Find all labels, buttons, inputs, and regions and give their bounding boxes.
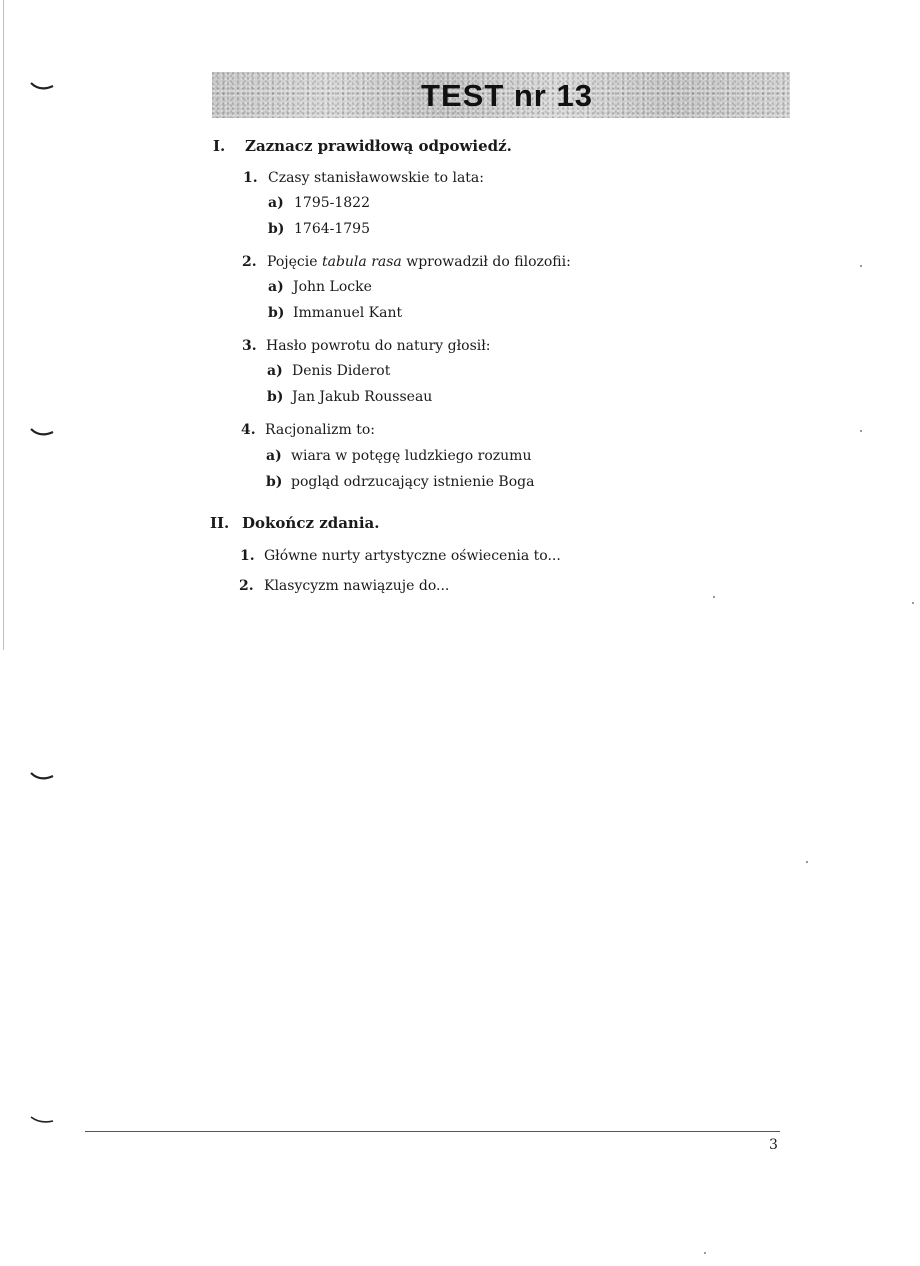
page-number: 3 <box>769 1137 778 1153</box>
scan-speck <box>912 602 914 604</box>
option-text: John Locke <box>293 279 372 295</box>
question-text-part: wprowadził do filozofii: <box>401 254 571 270</box>
question-number: 4. <box>241 422 256 438</box>
test-title: TEST nr 13 <box>421 78 593 113</box>
section-numeral: I. <box>213 137 226 155</box>
option-text: wiara w potęgę ludzkiego rozumu <box>291 448 532 464</box>
binding-hole-mark <box>30 772 54 782</box>
question-number: 1. <box>243 170 258 186</box>
option-letter: a) <box>268 279 284 295</box>
option-text: Immanuel Kant <box>293 305 403 321</box>
question-text: Główne nurty artystyczne oświecenia to... <box>264 548 561 564</box>
question-text: Czasy stanisławowskie to lata: <box>268 170 484 186</box>
question-text <box>267 254 571 270</box>
binding-hole-mark <box>30 1116 54 1126</box>
scan-speck <box>806 861 808 863</box>
option-letter: a) <box>267 363 283 379</box>
test-title-banner <box>212 72 790 118</box>
option-letter: b) <box>268 305 285 321</box>
question-text: Klasycyzm nawiązuje do... <box>264 578 450 594</box>
scan-speck <box>704 1252 706 1254</box>
question-number: 2. <box>239 578 254 594</box>
option-letter: a) <box>268 195 284 211</box>
option-letter: b) <box>266 474 283 490</box>
option-text: Denis Diderot <box>292 363 391 379</box>
option-letter: b) <box>267 389 284 405</box>
option-letter: b) <box>268 221 285 237</box>
option-text: 1795-1822 <box>294 195 370 211</box>
question-text: Hasło powrotu do natury głosił: <box>266 338 491 354</box>
scan-binding-edge <box>3 0 4 650</box>
scan-speck <box>860 430 862 432</box>
section-heading: Dokończ zdania. <box>242 514 380 532</box>
section-numeral: II. <box>210 514 230 532</box>
option-text: 1764-1795 <box>294 221 370 237</box>
question-number: 2. <box>242 254 257 270</box>
scan-speck <box>860 265 862 267</box>
scan-speck <box>713 596 715 598</box>
question-number: 3. <box>242 338 257 354</box>
option-text: pogląd odrzucający istnienie Boga <box>291 474 535 490</box>
question-text-part: Pojęcie <box>267 254 322 270</box>
option-letter: a) <box>266 448 282 464</box>
question-text: Racjonalizm to: <box>265 422 376 438</box>
latin-term: tabula rasa <box>321 254 402 270</box>
section-heading: Zaznacz prawidłową odpowiedź. <box>245 137 512 155</box>
binding-hole-mark <box>30 82 54 92</box>
option-text: Jan Jakub Rousseau <box>292 389 433 405</box>
footer-rule <box>85 1131 780 1132</box>
binding-hole-mark <box>30 428 54 438</box>
question-number: 1. <box>240 548 255 564</box>
